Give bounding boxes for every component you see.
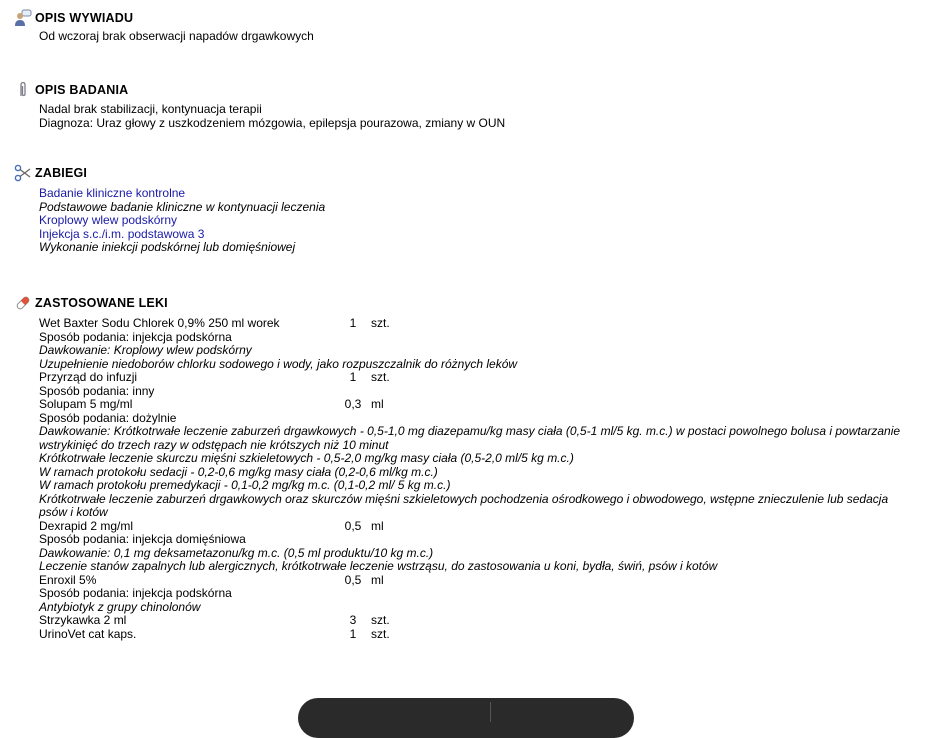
- drug-note: W ramach protokołu premedykacji - 0,1-0,2 mg/kg m.c. (0,1-0,2 ml/ 5 kg m.c.): [39, 478, 451, 492]
- drug-note: Dawkowanie: Kroplowy wlew podskórny: [39, 343, 252, 357]
- drug-note: W ramach protokołu sedacji - 0,2-0,6 mg/kg masy ciała (0,2-0,6 ml/kg m.c.): [39, 464, 438, 479]
- drug-note: Antybiotyk z grupy chinolonów: [39, 599, 201, 614]
- drug-note: Dawkowanie: Krótkotrwałe leczenie zaburzeń drgawkowych - 0,5-1,0 mg diazepamu/kg masy ciała (0,5-1 ml/5 kg. m.c.) w postaci powolnego bolusa i powtarzanie wstrykinięć do trzech razy w odstępach nie krótszych niż 10 minut: [39, 424, 901, 452]
- drug-quantity: 0,5: [344, 518, 362, 533]
- drug-quantity: 1: [349, 316, 357, 330]
- procedure-name[interactable]: Badanie kliniczne kontrolne: [39, 186, 186, 200]
- drug-note: Uzupełnienie niedoborów chlorku sodowego i wody, jako rozpuszczalnik do różnych leków: [39, 356, 518, 371]
- drug-row: [39, 317, 919, 331]
- drug-note: Krótkotrwałe leczenie zaburzeń drgawkowych oraz skurczów mięśni szkieletowych pochodzenia ośrodkowego i obwodowego, wstępne znieczulenie lub sedacja psów i kotów: [39, 491, 889, 519]
- floating-toolbar[interactable]: [298, 698, 634, 738]
- drug-row: [39, 614, 919, 628]
- drug-unit: ml: [371, 572, 384, 587]
- drug-name: Enroxil 5%: [39, 572, 97, 587]
- pill-icon: [14, 294, 32, 312]
- drug-quantity: 1: [349, 370, 357, 384]
- scissors-icon: [14, 164, 32, 182]
- drug-name: Strzykawka 2 ml: [39, 613, 127, 627]
- drug-row: [39, 628, 919, 642]
- drug-unit: szt.: [371, 613, 390, 627]
- drug-route: Sposób podania: dożylnie: [39, 410, 177, 425]
- section-title: OPIS WYWIADU: [35, 11, 134, 25]
- drug-name: Solupam 5 mg/ml: [39, 397, 133, 411]
- drug-quantity: 1: [349, 626, 357, 641]
- drug-quantity: 0,5: [344, 572, 362, 587]
- drug-row: [39, 520, 919, 534]
- drug-row: [39, 398, 919, 412]
- procedure-description: Podstawowe badanie kliniczne w kontynuacji leczenia: [39, 199, 326, 214]
- exam-line: Diagnoza: Uraz głowy z uszkodzeniem mózgowia, epilepsja pourazowa, zmiany w OUN: [39, 115, 506, 130]
- drug-route: Sposób podania: injekcja domięśniowa: [39, 532, 246, 546]
- drug-route: Sposób podania: injekcja podskórna: [39, 586, 232, 600]
- section-title: ZABIEGI: [35, 166, 88, 180]
- toolbar-divider: [490, 702, 491, 722]
- drug-note: Leczenie stanów zapalnych lub alergicznych, krótkotrwałe leczenie wstrząsu, do zastosowania u koni, bydła, świń, psów i kotów: [39, 559, 718, 573]
- drug-unit: szt.: [371, 626, 390, 641]
- person-speech-icon: [14, 9, 32, 27]
- drug-unit: szt.: [371, 316, 390, 330]
- procedure-name[interactable]: Kroplowy wlew podskórny: [39, 213, 178, 227]
- drug-unit: szt.: [371, 370, 390, 384]
- exam-line: Nadal brak stabilizacji, kontynuacja terapii: [39, 102, 262, 116]
- procedure-description: Wykonanie iniekcji podskórnej lub domięśniowej: [39, 240, 296, 254]
- section-drugs: [14, 293, 920, 641]
- drug-name: Wet Baxter Sodu Chlorek 0,9% 250 ml worek: [39, 316, 280, 330]
- paperclip-icon: [14, 81, 32, 99]
- drug-unit: ml: [371, 518, 384, 533]
- drug-note: Krótkotrwałe leczenie skurczu mięśni szkieletowych - 0,5-2,0 mg/kg masy ciała (0,5-2,0 ml/5 kg m.c.): [39, 451, 574, 465]
- drug-route: Sposób podania: injekcja podskórna: [39, 329, 232, 344]
- section-procedures: [14, 163, 920, 255]
- drug-route: Sposób podania: inny: [39, 383, 155, 398]
- section-title: OPIS BADANIA: [35, 83, 129, 97]
- drug-name: UrinoVet cat kaps.: [39, 626, 137, 641]
- drug-quantity: 3: [349, 613, 357, 627]
- drug-row: [39, 574, 919, 588]
- drug-row: [39, 371, 919, 385]
- drug-name: Dexrapid 2 mg/ml: [39, 518, 134, 533]
- section-interview: [14, 8, 920, 44]
- section-exam: [14, 80, 920, 130]
- drug-name: Przyrząd do infuzji: [39, 370, 138, 384]
- drug-note: Dawkowanie: 0,1 mg deksametazonu/kg m.c. (0,5 ml produktu/10 kg m.c.): [39, 545, 434, 560]
- drug-unit: ml: [371, 397, 384, 411]
- interview-text: Od wczoraj brak obserwacji napadów drgawkowych: [39, 29, 314, 43]
- procedure-name[interactable]: Injekcja s.c./i.m. podstawowa 3: [39, 226, 205, 241]
- drug-quantity: 0,3: [344, 397, 362, 411]
- section-title: ZASTOSOWANE LEKI: [35, 296, 168, 310]
